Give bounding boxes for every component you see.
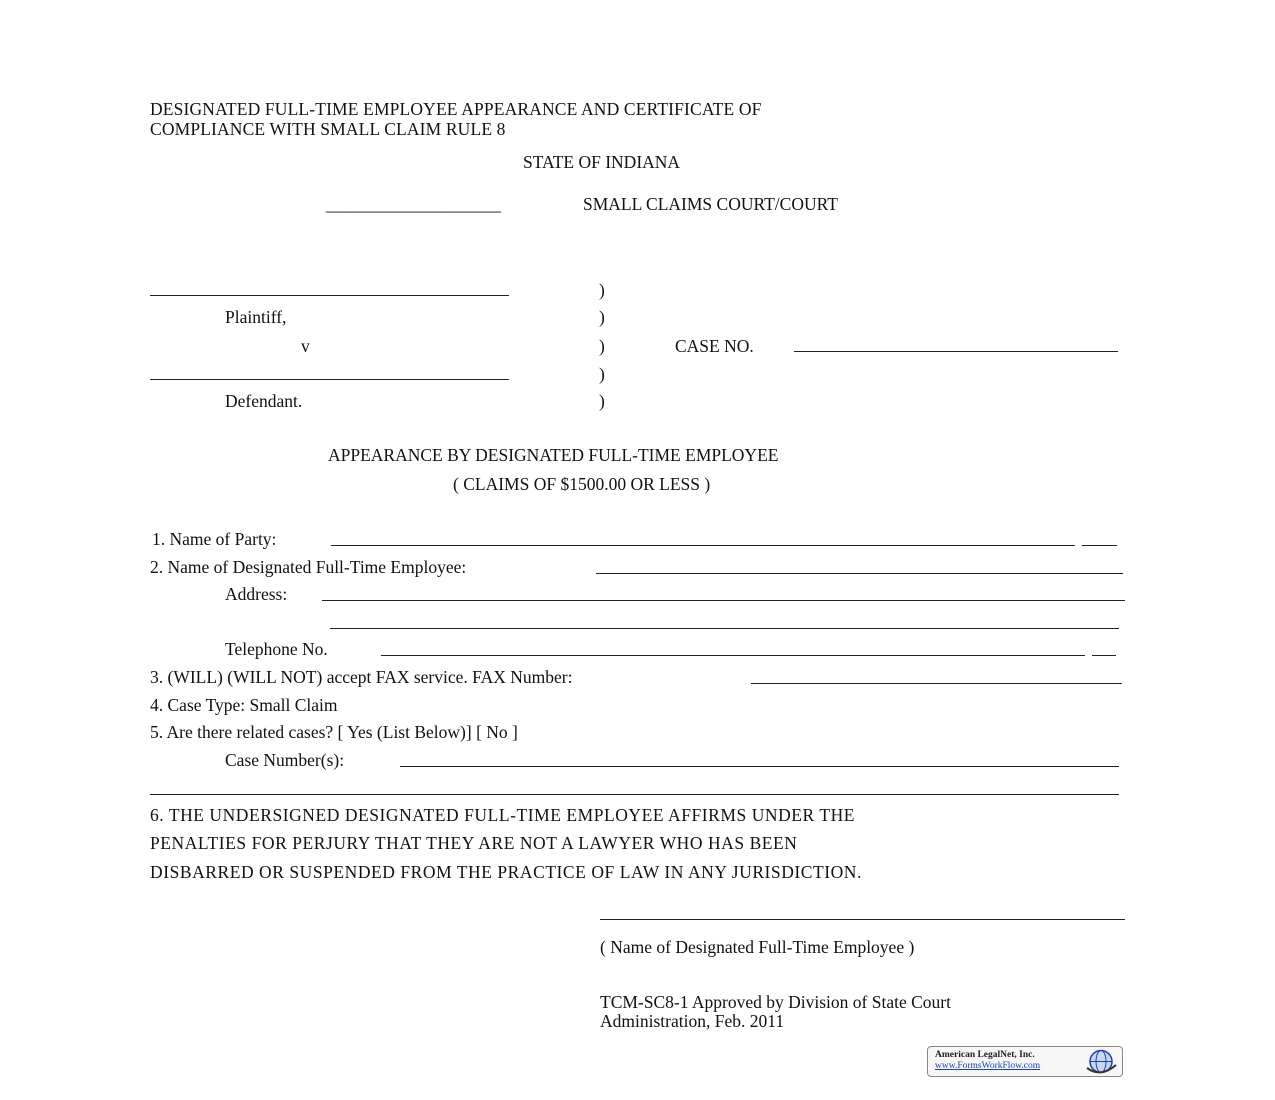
employee-name-label: 2. Name of Designated Full-Time Employee: xyxy=(150,557,467,577)
court-name-blank[interactable]: ____________________ xyxy=(326,194,501,214)
globe-logo-icon xyxy=(1083,1048,1119,1075)
state-heading: STATE OF INDIANA xyxy=(523,152,681,172)
name-of-party-line-extra[interactable] xyxy=(1082,545,1117,546)
related-cases-label: 5. Are there related cases? [ Yes (List Below)] [ No ] xyxy=(150,722,518,742)
plaintiff-label: Plaintiff, xyxy=(225,307,287,327)
affirmation-line1: 6. THE UNDERSIGNED DESIGNATED FULL-TIME EMPLOYEE AFFIRMS UNDER THE xyxy=(150,805,856,825)
badge-company: American LegalNet, Inc. xyxy=(935,1050,1035,1060)
address-line-1[interactable] xyxy=(322,600,1125,601)
caption-paren: ) xyxy=(599,336,605,356)
case-numbers-label: Case Number(s): xyxy=(225,750,345,770)
form-title-line2: COMPLIANCE WITH SMALL CLAIM RULE 8 xyxy=(150,119,506,139)
address-line-2[interactable] xyxy=(330,628,1119,629)
claims-subheading: ( CLAIMS OF $1500.00 OR LESS ) xyxy=(453,474,711,494)
plaintiff-name-line[interactable] xyxy=(150,295,509,296)
defendant-label: Defendant. xyxy=(225,391,303,411)
caption-paren: ) xyxy=(599,307,605,327)
legalnet-badge[interactable] xyxy=(927,1046,1123,1077)
case-numbers-line-2[interactable] xyxy=(150,794,1119,795)
caption-paren: ) xyxy=(599,391,605,411)
badge-url[interactable]: www.FormsWorkFlow.com xyxy=(935,1061,1041,1071)
telephone-label: Telephone No. xyxy=(225,639,328,659)
case-no-label: CASE NO. xyxy=(675,336,754,356)
fax-number-line[interactable] xyxy=(751,683,1122,684)
approval-line2: Administration, Feb. 2011 xyxy=(600,1011,785,1031)
defendant-name-line[interactable] xyxy=(150,379,509,380)
form-title-line1: DESIGNATED FULL-TIME EMPLOYEE APPEARANCE AND CERTIFICATE OF xyxy=(150,99,762,119)
caption-paren: ) xyxy=(599,280,605,300)
affirmation-line2: PENALTIES FOR PERJURY THAT THEY ARE NOT A LAWYER WHO HAS BEEN xyxy=(150,833,798,853)
signature-label: ( Name of Designated Full-Time Employee ) xyxy=(600,937,915,957)
versus-label: v xyxy=(301,336,310,356)
signature-line[interactable] xyxy=(600,919,1125,920)
approval-line1: TCM-SC8-1 Approved by Division of State Court xyxy=(600,992,951,1012)
fax-service-label: 3. (WILL) (WILL NOT) accept FAX service. FAX Number: xyxy=(150,667,573,687)
caption-paren: ) xyxy=(599,364,605,384)
appearance-heading: APPEARANCE BY DESIGNATED FULL-TIME EMPLOYEE xyxy=(328,445,779,465)
affirmation-line3: DISBARRED OR SUSPENDED FROM THE PRACTICE OF LAW IN ANY JURISDICTION. xyxy=(150,862,862,882)
case-no-line[interactable] xyxy=(794,351,1118,352)
address-label: Address: xyxy=(225,584,288,604)
telephone-line[interactable] xyxy=(381,655,1085,656)
case-type-label: 4. Case Type: Small Claim xyxy=(150,695,338,715)
name-of-party-line[interactable] xyxy=(331,545,1075,546)
employee-name-line[interactable] xyxy=(596,573,1123,574)
name-of-party-label: 1. Name of Party: xyxy=(152,529,277,549)
court-label: SMALL CLAIMS COURT/COURT xyxy=(583,194,838,214)
case-numbers-line[interactable] xyxy=(400,766,1119,767)
telephone-line-extra[interactable] xyxy=(1092,655,1116,656)
